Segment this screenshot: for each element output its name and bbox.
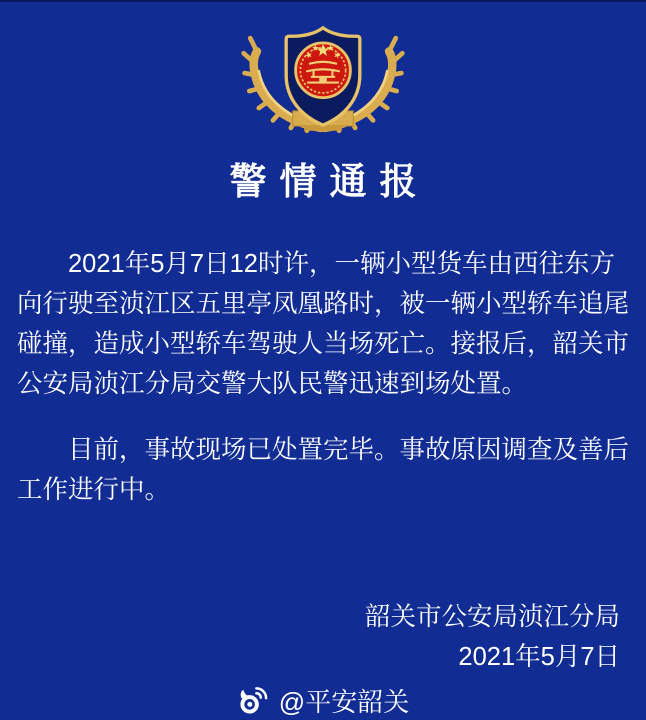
signature-block	[0, 597, 646, 677]
notice-paragraph-2	[17, 430, 629, 510]
body-line: 公安局浈江分局交警大队民警迅速到场处置。	[17, 370, 528, 399]
notice-paragraph-1	[17, 244, 629, 404]
body-line: 目前，事故现场已处置完毕。事故原因调查及善后	[68, 436, 630, 465]
weibo-handle-row	[0, 682, 646, 719]
body-line: 向行驶至浈江区五里亭凤凰路时，被一辆小型轿车追尾	[17, 290, 630, 319]
body-line: 2021年5月7日12时许，一辆小型货车由西往东方	[68, 250, 615, 279]
issuing-authority: 韶关市公安局浈江分局	[364, 603, 620, 632]
body-line: 碰撞，造成小型轿车驾驶人当场死亡。接报后，韶关市	[17, 330, 630, 359]
notice-body	[0, 244, 646, 510]
body-line: 工作进行中。	[17, 476, 171, 505]
notice-title: 警情通报	[229, 161, 430, 202]
police-emblem	[238, 16, 408, 134]
notice-date: 2021年5月7日	[458, 643, 620, 672]
weibo-handle-text: @平安韶关	[278, 687, 410, 718]
chinese-police-badge-icon	[238, 16, 408, 134]
weibo-logo-icon	[237, 686, 270, 715]
